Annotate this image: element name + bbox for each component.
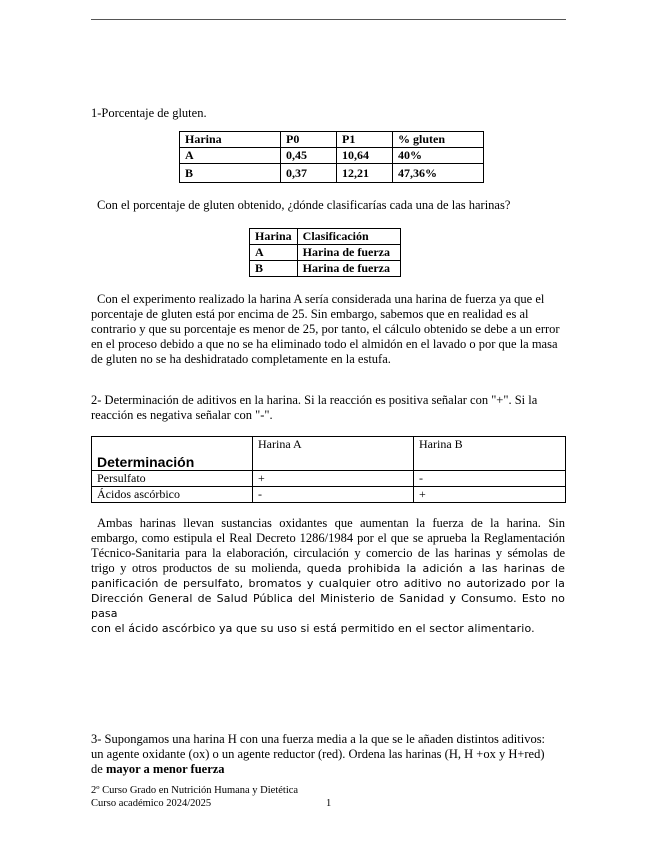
paragraph-line: un agente oxidante (ox) o un agente reductor (red). Ordena las harinas (H, H +ox y H+red) <box>91 747 545 761</box>
paragraph-text: de <box>91 762 103 776</box>
table-cell: Ácidos ascórbico <box>92 487 253 503</box>
table-cell: Persulfato <box>92 471 253 487</box>
paragraph-line <box>91 762 565 777</box>
table-row <box>92 471 566 487</box>
paragraph-text: trigo y otros productos de su molienda, <box>91 561 302 575</box>
footer-course: 2º Curso Grado en Nutrición Humana y Dietética <box>91 785 299 796</box>
section1-paragraph <box>91 292 565 367</box>
paragraph-line: Técnico-Sanitaria para la elaboración, circulación y comercio de las harinas y sémolas de <box>91 546 565 560</box>
table-cell: A <box>180 148 281 164</box>
determination-header: Determinación <box>92 437 253 471</box>
table-cell: + <box>414 487 566 503</box>
table-cell: Harina de fuerza <box>297 261 400 277</box>
table-header: P1 <box>337 132 393 148</box>
table-cell: B <box>180 164 281 183</box>
table-header: Clasificación <box>297 229 400 245</box>
table-header: Harina <box>250 229 298 245</box>
paragraph-line: porcentaje de gluten está por encima de 25. Sin embargo, sabemos que en realidad es al <box>91 307 529 321</box>
harina-a-header: Harina A <box>253 437 414 471</box>
section3-paragraph <box>91 732 565 777</box>
section2-heading <box>91 393 565 423</box>
paragraph-line: Dirección General de Salud Pública del Ministerio de Sanidad y Consumo. Esto no pasa <box>91 592 565 620</box>
paragraph-line <box>91 561 565 576</box>
table-row <box>250 261 401 277</box>
paragraph-line: con el ácido ascórbico ya que su uso si está permitido en el sector alimentario. <box>91 622 535 635</box>
section1-question: Con el porcentaje de gluten obtenido, ¿dónde clasificarías cada una de las harinas? <box>97 198 511 212</box>
table-row <box>92 487 566 503</box>
paragraph-line: contrario y que su porcentaje es menor de 25, por tanto, el cálculo obtenido se debe a un error <box>91 322 560 336</box>
paragraph-line: 3- Supongamos una harina H con una fuerza media a la que se le añaden distintos aditivos: <box>91 732 546 746</box>
table-cell: Harina de fuerza <box>297 245 400 261</box>
paragraph-line: panificación de persulfato, bromatos y cualquier otro aditivo no autorizado por la <box>91 577 565 590</box>
harina-b-header: Harina B <box>414 437 566 471</box>
paragraph-line: Con el experimento realizado la harina A sería considerada una harina de fuerza ya que el <box>97 292 545 306</box>
gluten-table <box>179 131 484 183</box>
table-cell: B <box>250 261 298 277</box>
table-cell: 10,64 <box>337 148 393 164</box>
paragraph-text-sans: queda prohibida la adición a las harinas de <box>306 562 566 575</box>
paragraph-line: en el proceso debido a que no se ha eliminado todo el almidón en el lavado o por que la masa <box>91 337 558 351</box>
table-header: Harina <box>180 132 281 148</box>
emphasis-text: mayor a menor fuerza <box>105 762 225 776</box>
table-cell: 0,45 <box>281 148 337 164</box>
footer-year: Curso académico 2024/2025 <box>91 798 212 809</box>
table-row <box>180 164 484 183</box>
paragraph-line: embargo, como estipula el Real Decreto 1286/1984 por el que se aprueba la Reglamentación <box>91 531 565 545</box>
heading-line: reacción es negativa señalar con "-". <box>91 408 273 422</box>
table-cell: A <box>250 245 298 261</box>
header-rule <box>91 19 566 20</box>
table-cell: - <box>253 487 414 503</box>
table-cell: 0,37 <box>281 164 337 183</box>
additives-table <box>91 436 566 503</box>
paragraph-line: de gluten no se ha deshidratado completamente en la estufa. <box>91 352 391 366</box>
paragraph-line: Ambas harinas llevan sustancias oxidantes que aumentan la fuerza de la harina. Sin <box>97 516 565 530</box>
table-row <box>180 148 484 164</box>
table-cell: 40% <box>393 148 484 164</box>
table-cell: - <box>414 471 566 487</box>
table-cell: 47,36% <box>393 164 484 183</box>
table-cell: 12,21 <box>337 164 393 183</box>
classification-table <box>249 228 401 277</box>
table-header-row <box>180 132 484 148</box>
table-row <box>250 245 401 261</box>
section1-heading: 1-Porcentaje de gluten. <box>91 106 207 120</box>
table-header: % gluten <box>393 132 484 148</box>
table-cell: + <box>253 471 414 487</box>
table-header-row <box>250 229 401 245</box>
table-header: P0 <box>281 132 337 148</box>
heading-line: 2- Determinación de aditivos en la harina. Si la reacción es positiva señalar con "+". Si la <box>91 393 538 407</box>
section2-paragraph <box>91 516 565 636</box>
table-header-row <box>92 437 566 471</box>
page-number: 1 <box>326 798 332 809</box>
